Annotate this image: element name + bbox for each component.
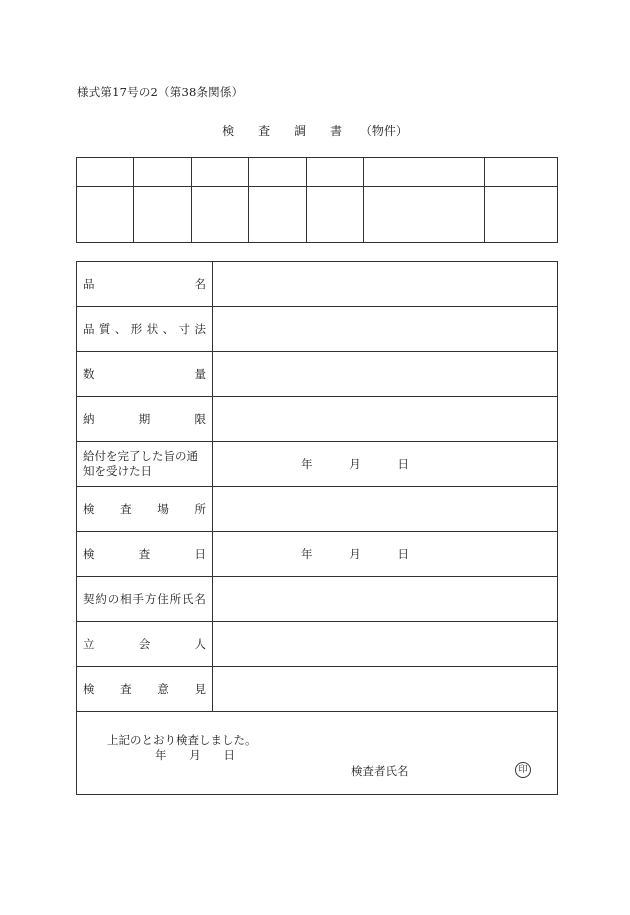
label-char: 日 [194,547,206,561]
label-char: 方 [144,592,157,606]
contractor-field[interactable] [213,577,558,622]
label-char: 契 [83,592,95,606]
approval-stamp-cell[interactable] [364,187,485,243]
label-char: 住 [157,592,169,606]
label-char: 約 [95,592,107,606]
label-char: 見 [194,682,206,696]
month-label: 月 [349,547,361,561]
label-char: 量 [194,367,206,381]
label-char: 検 [83,682,95,696]
approval-stamp-cell[interactable] [192,187,249,243]
quality-label [77,307,213,352]
label-char: 人 [194,637,206,651]
approval-header-cell [77,158,134,187]
approval-stamp-cell[interactable] [77,187,134,243]
quantity-text [83,366,206,382]
label-char: 状 [146,322,159,336]
month-label: 月 [189,748,201,762]
label-char: 、 [162,322,175,336]
approval-header-cell [134,158,192,187]
day-label: 日 [223,748,235,762]
label-char: 会 [138,637,151,651]
label-char: 質 [98,322,111,336]
seal-icon: 印 [515,762,531,778]
item-name-field[interactable] [213,262,558,307]
label-char: 相 [120,592,132,606]
deadline-label [77,397,213,442]
label-char: 査 [138,547,151,561]
label-char: 、 [114,322,127,336]
label-char: 期 [138,412,151,426]
label-char: 意 [157,682,169,696]
opinion-field[interactable] [213,667,558,712]
label-char: 品 [83,322,95,336]
deadline-text [83,411,206,427]
title-main: 検査調書 [222,124,367,138]
certification-date [155,747,235,763]
witness-field[interactable] [213,622,558,667]
inspection-date-label [77,532,213,577]
approval-header-cell [307,158,364,187]
day-label: 日 [397,547,409,561]
month-label: 月 [349,457,361,471]
label-char: 査 [120,682,132,696]
notice-line-1: 給付を完了した旨の通 [83,449,198,463]
year-label: 年 [301,457,313,471]
year-label: 年 [155,748,167,762]
label-char: 名 [194,277,206,291]
label-char: の [107,592,120,606]
contractor-label [77,577,213,622]
certification-cell [77,712,558,795]
witness-text [83,636,206,652]
contractor-text [83,591,206,607]
label-char: 手 [132,592,144,606]
notice-date [301,456,409,472]
label-char: 所 [169,592,182,606]
approval-grid [76,157,558,243]
inspection-date-text [83,546,206,562]
label-char: 所 [194,502,206,516]
label-char: 場 [157,502,169,516]
page-title [0,122,630,139]
notice-line-2: 知を受けた日 [83,464,152,478]
inspector-name-label: 検査者氏名 [351,764,409,778]
label-char: 検 [83,502,95,516]
deadline-field[interactable] [213,397,558,442]
inspection-place-text [83,501,206,517]
approval-header-cell [249,158,307,187]
label-char: 形 [130,322,143,336]
label-char: 限 [194,412,206,426]
approval-stamp-cell[interactable] [134,187,192,243]
approval-header-cell [192,158,249,187]
approval-stamp-cell[interactable] [307,187,364,243]
inspection-date [301,546,409,562]
label-char: 検 [83,547,95,561]
approval-header-cell [364,158,485,187]
inspection-place-label [77,487,213,532]
label-char: 査 [120,502,132,516]
notice-date-field[interactable] [213,442,558,487]
approval-stamp-cell[interactable] [249,187,307,243]
label-char: 立 [83,637,95,651]
approval-stamp-cell[interactable] [485,187,558,243]
notice-date-label [77,442,213,487]
year-label: 年 [301,547,313,561]
opinion-text [83,681,206,697]
inspection-form-table [76,261,558,795]
witness-label [77,622,213,667]
label-char: 寸 [178,322,191,336]
quality-field[interactable] [213,307,558,352]
label-char: 法 [194,322,206,336]
form-number: 様式第17号の2（第38条関係） [77,85,244,99]
label-char: 納 [83,412,95,426]
certification-statement: 上記のとおり検査しました。 [107,733,257,747]
label-char: 氏 [182,592,194,606]
day-label: 日 [397,457,409,471]
approval-header-cell [485,158,558,187]
label-char: 名 [194,592,206,606]
opinion-label [77,667,213,712]
item-name-text [83,276,206,292]
inspection-date-field[interactable] [213,532,558,577]
quantity-field[interactable] [213,352,558,397]
item-name-label [77,262,213,307]
inspection-place-field[interactable] [213,487,558,532]
label-char: 数 [83,367,95,381]
quality-text [83,321,206,337]
label-char: 品 [83,277,95,291]
quantity-label [77,352,213,397]
title-sub: （物件） [359,124,408,138]
